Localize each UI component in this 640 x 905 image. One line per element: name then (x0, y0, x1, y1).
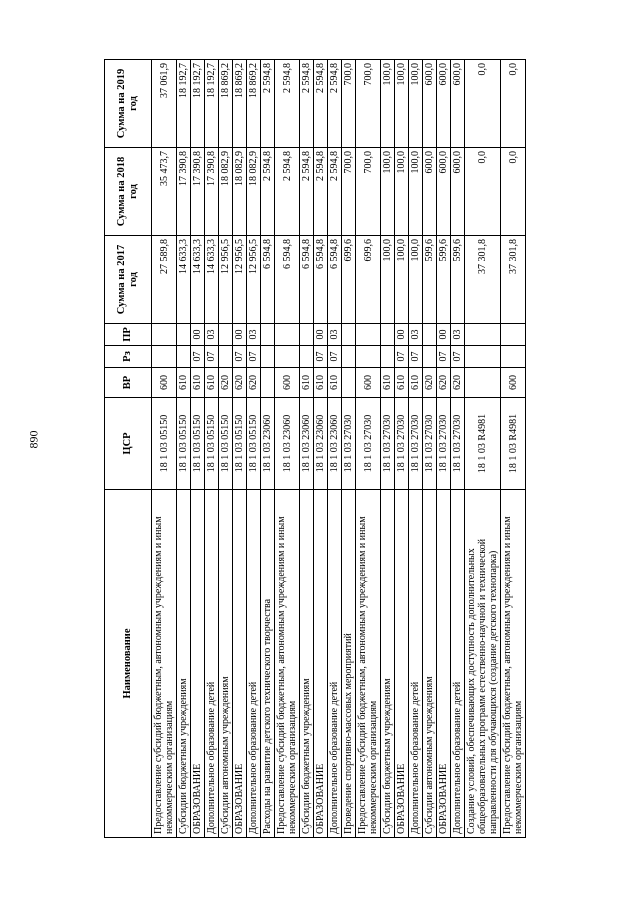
cell-vr: 600 (356, 368, 381, 398)
cell-vr: 610 (409, 368, 423, 398)
cell-pr (152, 324, 177, 346)
cell-csr: 18 1 03 05150 (191, 398, 205, 490)
cell-rz (356, 346, 381, 368)
cell-vr: 620 (219, 368, 233, 398)
cell-csr: 18 1 03 R4981 (501, 398, 526, 490)
cell-sum-2019: 2 594,8 (275, 60, 300, 148)
cell-name: Субсидии автономным учреждениям (423, 490, 437, 838)
cell-csr: 18 1 03 27030 (381, 398, 395, 490)
cell-csr: 18 1 03 27030 (437, 398, 451, 490)
cell-sum-2017: 6 594,8 (328, 236, 342, 324)
table-row (423, 60, 437, 838)
cell-pr: 00 (437, 324, 451, 346)
cell-csr: 18 1 03 05150 (247, 398, 261, 490)
cell-name: ОБРАЗОВАНИЕ (437, 490, 451, 838)
cell-rz (261, 346, 275, 368)
cell-pr (177, 324, 191, 346)
cell-sum-2018: 700,0 (356, 148, 381, 236)
header-pr: ПР (105, 324, 152, 346)
table-row (328, 60, 342, 838)
cell-name: Расходы на развитие детского технического творчества (261, 490, 275, 838)
cell-name: Дополнительное образование детей (451, 490, 465, 838)
cell-vr: 600 (501, 368, 526, 398)
cell-sum-2017: 27 589,8 (152, 236, 177, 324)
cell-name: Предоставление субсидий бюджетным, автономным учреждениям и иным некоммерческим организациям (501, 490, 526, 838)
cell-sum-2018: 17 390,8 (177, 148, 191, 236)
cell-sum-2017: 14 633,3 (205, 236, 219, 324)
cell-name: Дополнительное образование детей (205, 490, 219, 838)
cell-sum-2018: 2 594,8 (275, 148, 300, 236)
cell-csr: 18 1 03 27030 (451, 398, 465, 490)
cell-csr: 18 1 03 05150 (177, 398, 191, 490)
cell-pr (381, 324, 395, 346)
cell-sum-2019: 600,0 (437, 60, 451, 148)
cell-sum-2018: 17 390,8 (205, 148, 219, 236)
table-row (409, 60, 423, 838)
cell-name: ОБРАЗОВАНИЕ (233, 490, 247, 838)
cell-pr: 03 (247, 324, 261, 346)
cell-vr: 600 (152, 368, 177, 398)
cell-pr: 03 (409, 324, 423, 346)
cell-rz: 07 (395, 346, 409, 368)
table-row (356, 60, 381, 838)
cell-csr: 18 1 03 27030 (395, 398, 409, 490)
cell-rz (219, 346, 233, 368)
cell-name: Дополнительное образование детей (328, 490, 342, 838)
cell-sum-2018: 2 594,8 (328, 148, 342, 236)
cell-sum-2018: 18 082,9 (247, 148, 261, 236)
cell-csr: 18 1 03 23060 (275, 398, 300, 490)
cell-csr: 18 1 03 05150 (205, 398, 219, 490)
cell-sum-2019: 18 192,7 (177, 60, 191, 148)
table-row (381, 60, 395, 838)
cell-sum-2017: 37 301,8 (465, 236, 501, 324)
cell-rz (501, 346, 526, 368)
cell-csr: 18 1 03 27030 (356, 398, 381, 490)
cell-sum-2019: 0,0 (501, 60, 526, 148)
cell-sum-2019: 18 869,2 (233, 60, 247, 148)
cell-sum-2019: 18 192,7 (191, 60, 205, 148)
page-number: 890 (26, 430, 41, 449)
cell-csr: 18 1 03 27030 (342, 398, 356, 490)
cell-sum-2017: 100,0 (409, 236, 423, 324)
table-row (152, 60, 177, 838)
header-sum-2019: Сумма на 2019 год (105, 60, 152, 148)
cell-pr (423, 324, 437, 346)
cell-csr: 18 1 03 R4981 (465, 398, 501, 490)
cell-csr: 18 1 03 27030 (409, 398, 423, 490)
table-row (342, 60, 356, 838)
cell-sum-2018: 600,0 (451, 148, 465, 236)
cell-sum-2017: 6 594,8 (314, 236, 328, 324)
header-name: Наименование (105, 490, 152, 838)
cell-pr (501, 324, 526, 346)
cell-sum-2019: 18 869,2 (219, 60, 233, 148)
cell-vr (465, 368, 501, 398)
cell-vr: 620 (247, 368, 261, 398)
cell-name: Субсидии автономным учреждениям (219, 490, 233, 838)
cell-name: Предоставление субсидий бюджетным, автономным учреждениям и иным некоммерческим организациям (356, 490, 381, 838)
cell-vr: 610 (314, 368, 328, 398)
cell-pr: 03 (328, 324, 342, 346)
table-body (152, 60, 526, 838)
cell-rz (423, 346, 437, 368)
cell-sum-2019: 100,0 (395, 60, 409, 148)
cell-csr: 18 1 03 05150 (152, 398, 177, 490)
cell-pr (219, 324, 233, 346)
cell-vr (261, 368, 275, 398)
cell-vr: 610 (381, 368, 395, 398)
cell-sum-2017: 14 633,3 (177, 236, 191, 324)
cell-vr: 600 (275, 368, 300, 398)
cell-rz: 07 (191, 346, 205, 368)
cell-pr: 00 (233, 324, 247, 346)
header-sum-2017: Сумма на 2017 год (105, 236, 152, 324)
cell-sum-2018: 17 390,8 (191, 148, 205, 236)
cell-vr: 620 (437, 368, 451, 398)
cell-sum-2018: 600,0 (437, 148, 451, 236)
cell-rz: 07 (205, 346, 219, 368)
cell-vr: 610 (300, 368, 314, 398)
table-row (501, 60, 526, 838)
cell-csr: 18 1 03 05150 (233, 398, 247, 490)
cell-name: ОБРАЗОВАНИЕ (191, 490, 205, 838)
table-row (261, 60, 275, 838)
cell-csr: 18 1 03 23060 (261, 398, 275, 490)
cell-vr: 610 (177, 368, 191, 398)
cell-name: Субсидии бюджетным учреждениям (381, 490, 395, 838)
table-row (465, 60, 501, 838)
cell-vr: 610 (205, 368, 219, 398)
cell-sum-2017: 699,6 (356, 236, 381, 324)
cell-sum-2017: 599,6 (423, 236, 437, 324)
table-row (300, 60, 314, 838)
cell-sum-2019: 2 594,8 (314, 60, 328, 148)
cell-rz: 07 (328, 346, 342, 368)
cell-pr (261, 324, 275, 346)
table-row (219, 60, 233, 838)
cell-sum-2019: 700,0 (342, 60, 356, 148)
cell-vr: 620 (451, 368, 465, 398)
cell-sum-2018: 100,0 (381, 148, 395, 236)
cell-pr (300, 324, 314, 346)
cell-name: Дополнительное образование детей (247, 490, 261, 838)
table-row (395, 60, 409, 838)
cell-rz: 07 (247, 346, 261, 368)
cell-sum-2017: 12 956,5 (247, 236, 261, 324)
cell-sum-2019: 2 594,8 (300, 60, 314, 148)
cell-vr: 610 (191, 368, 205, 398)
cell-vr: 610 (395, 368, 409, 398)
cell-rz: 07 (451, 346, 465, 368)
cell-name: ОБРАЗОВАНИЕ (314, 490, 328, 838)
cell-name: Предоставление субсидий бюджетным, автономным учреждениям и иным некоммерческим организациям (152, 490, 177, 838)
table-row (314, 60, 328, 838)
cell-rz: 07 (314, 346, 328, 368)
cell-rz: 07 (437, 346, 451, 368)
cell-sum-2019: 600,0 (451, 60, 465, 148)
cell-sum-2017: 6 594,8 (300, 236, 314, 324)
cell-sum-2018: 18 082,9 (233, 148, 247, 236)
cell-pr (356, 324, 381, 346)
cell-sum-2019: 18 192,7 (205, 60, 219, 148)
cell-pr: 00 (395, 324, 409, 346)
table-row (437, 60, 451, 838)
cell-sum-2017: 12 956,5 (233, 236, 247, 324)
cell-pr: 00 (314, 324, 328, 346)
cell-sum-2017: 12 956,5 (219, 236, 233, 324)
cell-sum-2017: 100,0 (395, 236, 409, 324)
cell-rz (381, 346, 395, 368)
cell-name: Проведение спортивно-массовых мероприятий (342, 490, 356, 838)
cell-rz (300, 346, 314, 368)
cell-csr: 18 1 03 23060 (300, 398, 314, 490)
rotated-page-content (104, 60, 544, 838)
header-sum-2018: Сумма на 2018 год (105, 148, 152, 236)
cell-sum-2018: 2 594,8 (300, 148, 314, 236)
cell-sum-2019: 0,0 (465, 60, 501, 148)
cell-sum-2019: 18 869,2 (247, 60, 261, 148)
header-csr: ЦСР (105, 398, 152, 490)
cell-sum-2019: 2 594,8 (261, 60, 275, 148)
cell-sum-2018: 100,0 (409, 148, 423, 236)
cell-csr: 18 1 03 23060 (314, 398, 328, 490)
cell-name: Предоставление субсидий бюджетным, автономным учреждениям и иным некоммерческим организациям (275, 490, 300, 838)
cell-pr: 03 (451, 324, 465, 346)
cell-sum-2019: 600,0 (423, 60, 437, 148)
header-rz: Рз (105, 346, 152, 368)
cell-csr: 18 1 03 27030 (423, 398, 437, 490)
cell-vr: 610 (328, 368, 342, 398)
cell-sum-2019: 700,0 (356, 60, 381, 148)
cell-sum-2017: 6 594,8 (275, 236, 300, 324)
cell-sum-2018: 35 473,7 (152, 148, 177, 236)
table-row (233, 60, 247, 838)
cell-sum-2018: 600,0 (423, 148, 437, 236)
cell-vr: 620 (233, 368, 247, 398)
cell-sum-2018: 2 594,8 (314, 148, 328, 236)
cell-sum-2017: 100,0 (381, 236, 395, 324)
cell-rz (342, 346, 356, 368)
cell-sum-2018: 18 082,9 (219, 148, 233, 236)
cell-sum-2019: 100,0 (409, 60, 423, 148)
cell-name: Субсидии бюджетным учреждениям (177, 490, 191, 838)
table-row (275, 60, 300, 838)
cell-sum-2018: 2 594,8 (261, 148, 275, 236)
table-header-row (105, 60, 152, 838)
cell-sum-2019: 100,0 (381, 60, 395, 148)
header-vr: ВР (105, 368, 152, 398)
cell-csr: 18 1 03 23060 (328, 398, 342, 490)
cell-vr (342, 368, 356, 398)
cell-name: Субсидии бюджетным учреждениям (300, 490, 314, 838)
cell-sum-2017: 14 633,3 (191, 236, 205, 324)
cell-sum-2018: 0,0 (501, 148, 526, 236)
cell-sum-2017: 37 301,8 (501, 236, 526, 324)
cell-rz (177, 346, 191, 368)
table-row (191, 60, 205, 838)
cell-vr: 620 (423, 368, 437, 398)
table-row (205, 60, 219, 838)
cell-sum-2017: 599,6 (451, 236, 465, 324)
cell-pr: 03 (205, 324, 219, 346)
cell-sum-2017: 6 594,8 (261, 236, 275, 324)
cell-pr: 00 (191, 324, 205, 346)
cell-sum-2017: 699,6 (342, 236, 356, 324)
cell-rz (275, 346, 300, 368)
table-row (177, 60, 191, 838)
budget-table (104, 59, 526, 838)
cell-pr (465, 324, 501, 346)
cell-sum-2017: 599,6 (437, 236, 451, 324)
cell-sum-2019: 2 594,8 (328, 60, 342, 148)
cell-rz: 07 (409, 346, 423, 368)
cell-sum-2018: 100,0 (395, 148, 409, 236)
cell-sum-2019: 37 061,9 (152, 60, 177, 148)
table-row (451, 60, 465, 838)
cell-pr (342, 324, 356, 346)
cell-name: ОБРАЗОВАНИЕ (395, 490, 409, 838)
cell-sum-2018: 0,0 (465, 148, 501, 236)
cell-sum-2018: 700,0 (342, 148, 356, 236)
table-row (247, 60, 261, 838)
cell-name: Создание условий, обеспечивающих доступность дополнительных общеобразовательных программ естественно-научной и технической направленности для обучающихся (создание детского технопарка) (465, 490, 501, 838)
cell-name: Дополнительное образование детей (409, 490, 423, 838)
cell-csr: 18 1 03 05150 (219, 398, 233, 490)
cell-rz (152, 346, 177, 368)
cell-rz (465, 346, 501, 368)
cell-rz: 07 (233, 346, 247, 368)
cell-pr (275, 324, 300, 346)
